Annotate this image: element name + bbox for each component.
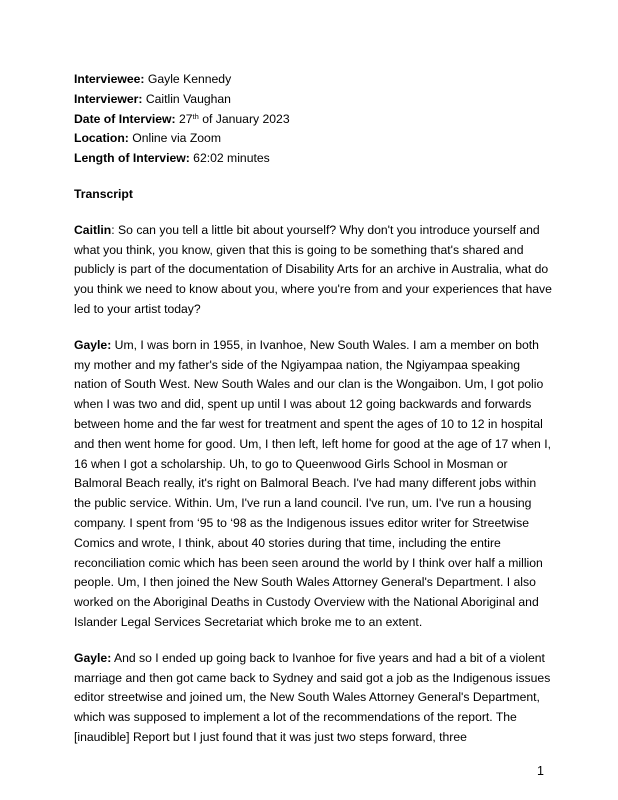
document-body — [74, 70, 554, 748]
paragraph-text: Um, I was born in 1955, in Ivanhoe, New South Wales. I am a member on both my mother and my father's side of the Ngiyampaa nation, the Ngiyampaa speaking nation of South West. New South Wales and our clan is the Wongaibon. Um, I got polio when I was two and did, spent up until I was about 12 going backwards and forwards between home and the far west for treatment and spent the ages of 10 to 12 in hospital and then went home for good. Um, I then left, left home for good at the age of 17 when I, 16 when I got a scholarship. Uh, to go to Queenwood Girls School in Mosman or Balmoral Beach really, it's right on Balmoral Beach. I've had many different jobs within the public service. Within. Um, I've run a land council. I've run, um. I've run a housing company. I spent from ‘95 to ‘98 as the Indigenous issues editor writer for Streetwise Comics and wrote, I think, about 40 stories during that time, including the entire reconciliation comic which has been seen around the world by I think over half a million people. Um, I then joined the New South Wales Attorney General's Department. I also worked on the Aboriginal Deaths in Custody Overview with the National Aboriginal and Islander Legal Services Secretariat which broke me to an extent. — [74, 337, 551, 629]
speaker-name: Gayle: — [74, 337, 112, 352]
interviewee-label: Interviewee: — [74, 72, 145, 86]
page-number: 1 — [537, 764, 544, 778]
speaker-name: Gayle: — [74, 650, 112, 665]
interviewee-line — [74, 70, 554, 90]
transcript-paragraph — [74, 221, 554, 320]
interviewer-value: Caitlin Vaughan — [145, 91, 231, 106]
paragraph-text: And so I ended up going back to Ivanhoe for five years and had a bit of a violent marriage and then got came back to Sydney and said got a job as the Indigenous issues editor streetwise and joined um, the New South Wales Attorney General's Department, which was supposed to implement a lot of the recommendations of the report. The [inaudible] Report but I just found that it was just two steps forward, three — [74, 650, 551, 744]
date-day: 27 — [178, 111, 193, 126]
interviewee-value: Gayle Kennedy — [147, 72, 232, 86]
length-value: 62:02 minutes — [193, 151, 270, 166]
date-line — [74, 110, 554, 130]
date-label: Date of Interview: — [74, 111, 176, 126]
length-line — [74, 149, 554, 169]
length-label: Length of Interview: — [74, 151, 190, 166]
transcript-paragraph — [74, 649, 554, 748]
location-line — [74, 129, 554, 149]
date-suffix: th — [192, 111, 199, 121]
location-label: Location: — [74, 131, 129, 146]
date-rest: of January 2023 — [202, 111, 290, 126]
paragraph-text: : So can you tell a little bit about yourself? Why don't you introduce yourself and what you think, you know, given that this is going to be something that's shared and publicly is part of the documentation of Disability Arts for an archive in Australia, what do you think we need to know about you, where you're from and your experiences that have led to your artist today? — [74, 222, 552, 316]
speaker-name: Caitlin — [74, 222, 112, 237]
location-value: Online via Zoom — [132, 131, 221, 146]
interviewer-label: Interviewer: — [74, 91, 143, 106]
interviewer-line — [74, 90, 554, 110]
transcript-paragraph — [74, 336, 554, 633]
transcript-heading: Transcript — [74, 186, 133, 201]
